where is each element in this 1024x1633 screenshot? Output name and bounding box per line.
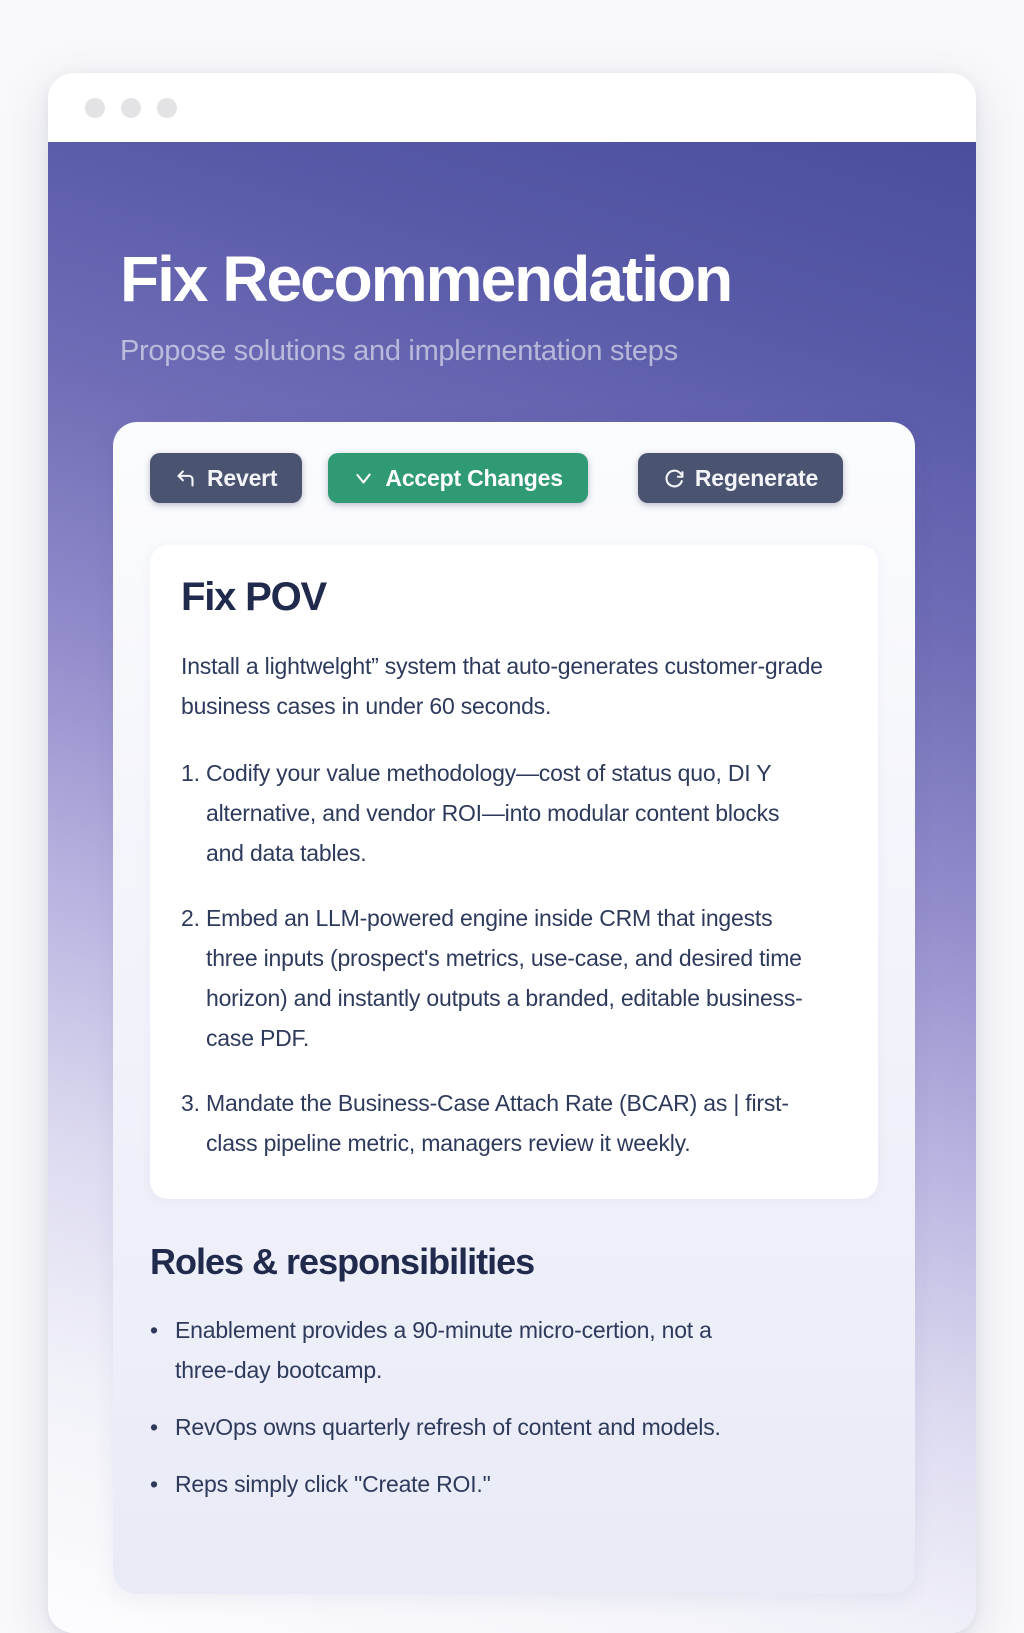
accept-changes-button[interactable] <box>328 453 587 503</box>
step-item <box>181 753 847 873</box>
bullet-text: Reps simply click "Create ROI." <box>175 1471 491 1498</box>
step-number: 2. <box>181 905 200 932</box>
page-subtitle: Propose solutions and implernentation steps <box>120 335 678 368</box>
refresh-icon <box>663 468 684 489</box>
step-item <box>181 898 847 1058</box>
undo-icon <box>175 468 196 489</box>
window-titlebar <box>48 73 976 142</box>
fix-pov-steps <box>181 753 847 1163</box>
bullet-text: Enablement provides a 90-minute micro-certion, not a three-day bootcamp. <box>175 1317 712 1384</box>
regenerate-button[interactable] <box>638 453 843 503</box>
page-title: Fix Recommendation <box>120 243 732 315</box>
bullet-marker: • <box>150 1471 158 1498</box>
bullet-text: RevOps owns quarterly refresh of content and models. <box>175 1414 721 1441</box>
step-text: Mandate the Business-Case Attach Rate (BCAR) as | first-class pipeline metric, managers review it weekly. <box>206 1090 789 1157</box>
roles-heading: Roles & responsibilities <box>150 1241 535 1283</box>
app-window <box>48 73 976 1633</box>
step-text: Codify your value methodology—cost of status quo, DI Y alternative, and vendor ROI—into modular content blocks and data tables. <box>206 760 780 867</box>
revert-button-label: Revert <box>207 464 278 491</box>
recommendation-panel <box>113 422 915 1594</box>
window-control-dot-3[interactable] <box>157 98 177 118</box>
step-number: 3. <box>181 1090 200 1117</box>
window-content <box>48 142 976 1633</box>
action-toolbar <box>150 453 878 503</box>
check-icon <box>353 468 374 489</box>
step-item <box>181 1083 847 1163</box>
fix-pov-intro: Install a lightwelght” system that auto-generates customer-grade business cases in under 60 seconds. <box>181 653 823 720</box>
window-control-dot-1[interactable] <box>85 98 105 118</box>
step-number: 1. <box>181 760 200 787</box>
roles-bullet-list <box>150 1310 878 1504</box>
list-item <box>150 1407 878 1447</box>
accept-changes-button-label: Accept Changes <box>385 464 563 491</box>
revert-button[interactable] <box>150 453 302 503</box>
list-item <box>150 1310 878 1390</box>
page-header <box>48 142 976 368</box>
regenerate-button-label: Regenerate <box>694 464 819 491</box>
fix-pov-heading: Fix POV <box>181 575 326 620</box>
step-text: Embed an LLM-powered engine inside CRM that ingests three inputs (prospect's metrics, use-case, and desired time horizon) and instantly outputs a branded, editable business-case PDF. <box>206 905 803 1052</box>
window-control-dot-2[interactable] <box>121 98 141 118</box>
bullet-marker: • <box>150 1414 158 1441</box>
list-item <box>150 1464 878 1504</box>
bullet-marker: • <box>150 1317 158 1344</box>
fix-pov-card <box>150 545 878 1199</box>
